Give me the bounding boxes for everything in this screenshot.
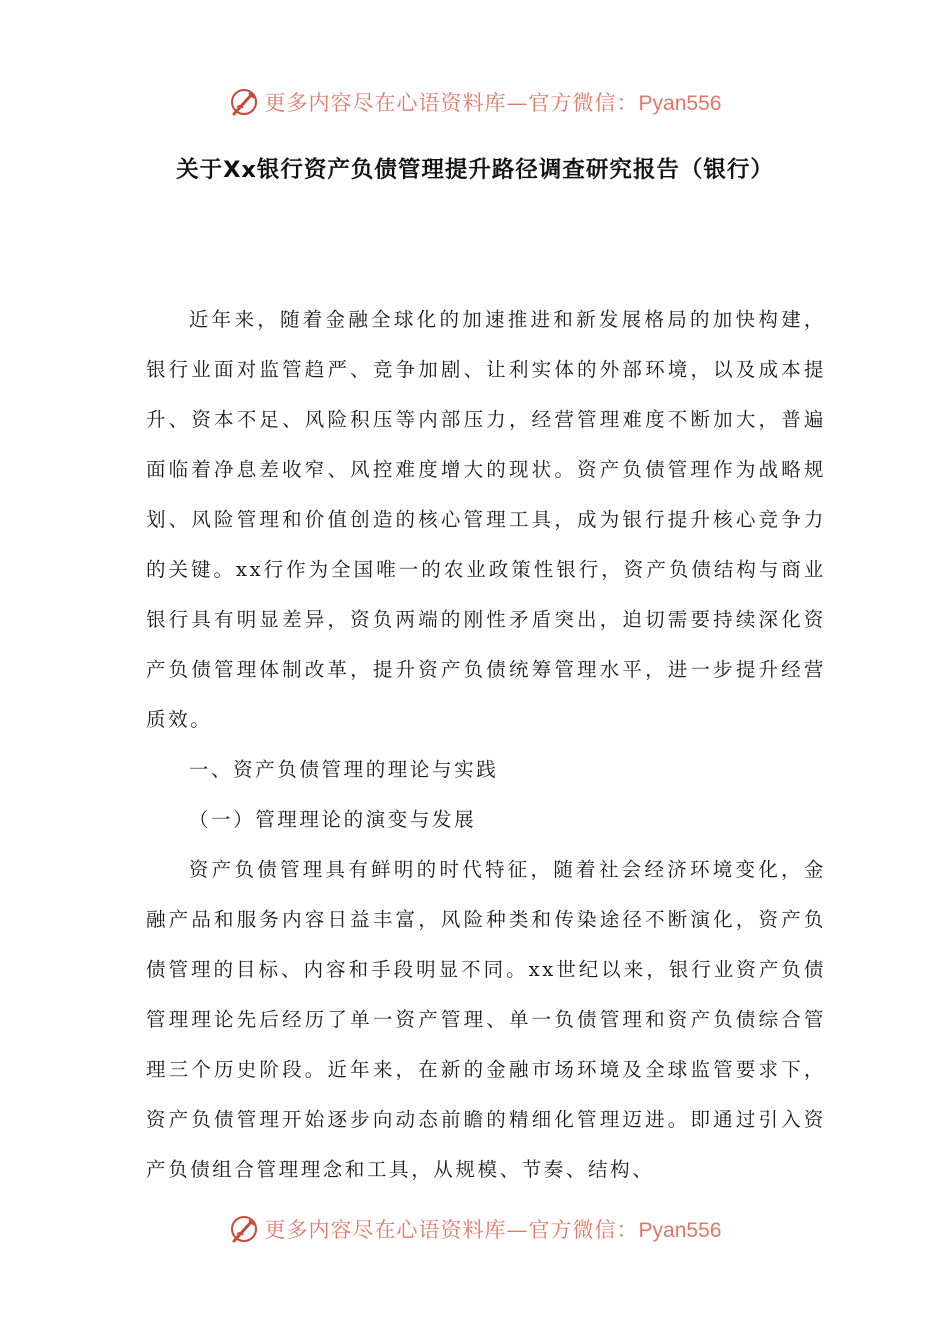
pen-logo-icon	[229, 1214, 259, 1244]
paragraph-theory: 资产负债管理具有鲜明的时代特征，随着社会经济环境变化，金融产品和服务内容日益丰富，风险种类和传染途径不断演化，资产负债管理的目标、内容和手段明显不同。xx世纪以来，银行业资产负债管理理论先后经历了单一资产管理、单一负债管理和资产负债综合管理三个历史阶段。近年来，在新的金融市场环境及全球监管要求下，资产负债管理开始逐步向动态前瞻的精细化管理迈进。即通过引入资产负债组合管理理念和工具，从规模、节奏、结构、	[146, 858, 826, 1181]
watermark-banner-top	[0, 82, 950, 122]
document-title: 关于Xx银行资产负债管理提升路径调查研究报告（银行）	[176, 157, 774, 183]
watermark-text: 更多内容尽在心语资料库—官方微信：Pyan556	[264, 1218, 722, 1242]
watermark-handle: Pyan556	[638, 1219, 722, 1242]
pen-logo-icon	[229, 87, 259, 117]
watermark-handle: Pyan556	[638, 92, 722, 115]
watermark-banner-bottom	[0, 1209, 950, 1249]
watermark-text: 更多内容尽在心语资料库—官方微信：Pyan556	[264, 91, 722, 115]
section-heading: 一、资产负债管理的理论与实践	[188, 758, 499, 781]
subsection-heading: （一）管理理论的演变与发展	[188, 808, 477, 831]
paragraph-intro: 近年来，随着金融全球化的加速推进和新发展格局的加快构建，银行业面对监管趋严、竞争加剧、让利实体的外部环境，以及成本提升、资本不足、风险积压等内部压力，经营管理难度不断加大，普遍面临着净息差收窄、风控难度增大的现状。资产负债管理作为战略规划、风险管理和价值创造的核心管理工具，成为银行提升核心竞争力的关键。xx行作为全国唯一的农业政策性银行，资产负债结构与商业银行具有明显差异，资负两端的刚性矛盾突出，迫切需要持续深化资产负债管理体制改革，提升资产负债统筹管理水平，进一步提升经营质效。	[146, 308, 826, 731]
document-body	[146, 295, 826, 1195]
